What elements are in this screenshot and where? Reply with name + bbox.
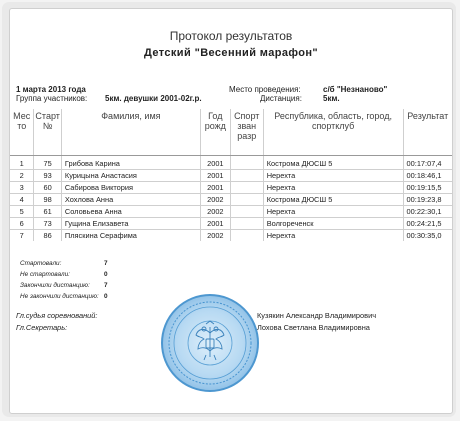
table-row [10, 182, 452, 194]
column-header-result: Результат [403, 109, 452, 156]
event-date: 1 марта 2013 года [16, 85, 86, 94]
place-cell: 5 [10, 206, 34, 218]
stat-not-started [20, 271, 120, 278]
bib-cell: 60 [34, 182, 61, 194]
result-cell: 00:19:23,8 [403, 194, 452, 206]
chief-secretary-name: Лохова Светлана Владимировна [257, 323, 370, 332]
chief-judge-label: Гл.судья соревнований: [16, 311, 98, 320]
group-value: 5км. девушки 2001-02г.р. [105, 94, 202, 103]
table-header-row [10, 109, 452, 156]
chief-secretary-label: Гл.Секретарь: [16, 323, 68, 332]
result-cell: 00:19:15,5 [403, 182, 452, 194]
place-cell: 3 [10, 182, 34, 194]
rank-cell [230, 194, 263, 206]
birth-year-cell: 2002 [200, 230, 230, 242]
column-header-name: Фамилия, имя [61, 109, 200, 156]
place-cell: 1 [19, 159, 24, 168]
bib-cell: 61 [34, 206, 61, 218]
table-row [10, 230, 452, 242]
stat-value: 0 [104, 271, 108, 278]
rank-cell [230, 218, 263, 230]
distance-label: Дистанция: [260, 94, 302, 103]
bib-cell: 73 [34, 218, 61, 230]
column-header-place: Мес то [10, 109, 34, 156]
rank-cell [230, 230, 263, 242]
distance-value: 5км. [323, 94, 340, 103]
club-cell: Волгореченск [263, 218, 403, 230]
column-header-bib: Старт № [34, 109, 61, 156]
club-cell: Нерехта [263, 206, 403, 218]
stat-finished [20, 282, 120, 289]
place-cell: 6 [10, 218, 34, 230]
stat-started [20, 260, 120, 267]
birth-year-cell: 2001 [200, 218, 230, 230]
name-cell: Грибова Карина [61, 156, 200, 170]
results-table [10, 109, 452, 241]
name-cell: Гущина Елизавета [61, 218, 200, 230]
results-protocol-page [9, 8, 453, 414]
column-header-rank: Спорт зван разр [230, 109, 263, 156]
place-cell: 7 [10, 230, 34, 242]
result-cell: 00:22:30,1 [403, 206, 452, 218]
stat-value: 0 [104, 293, 108, 300]
result-cell: 00:17:07,4 [403, 156, 452, 170]
stat-label: Стартовали: [20, 260, 62, 267]
stat-label: Закончили дистанцию: [20, 282, 90, 289]
column-header-birth-year: Год рожд [200, 109, 230, 156]
club-cell: Нерехта [263, 230, 403, 242]
birth-year-cell: 2001 [200, 170, 230, 182]
name-cell: Пляскина Серафима [61, 230, 200, 242]
place-cell: 4 [10, 194, 34, 206]
document-title: Протокол результатов [169, 29, 293, 43]
table-row [10, 218, 452, 230]
rank-cell [230, 206, 263, 218]
club-cell: Кострома ДЮСШ 5 [263, 156, 403, 170]
club-cell: Нерехта [263, 182, 403, 194]
name-cell: Сабирова Виктория [61, 182, 200, 194]
chief-judge-name: Кузякин Александр Владимирович [257, 311, 377, 320]
stat-label: Не стартовали: [20, 271, 70, 278]
table-row [10, 194, 452, 206]
rank-cell [230, 182, 263, 194]
result-cell: 00:24:21,5 [403, 218, 452, 230]
rank-cell [230, 170, 263, 182]
club-cell: Нерехта [263, 170, 403, 182]
table-row [10, 206, 452, 218]
table-row [10, 156, 452, 170]
official-seal-stamp [160, 293, 260, 393]
bib-cell: 93 [34, 170, 61, 182]
place-value: с/б "Незнаново" [323, 85, 388, 94]
stat-label: Не закончили дистанцию: [20, 293, 99, 300]
stat-value: 7 [104, 282, 108, 289]
birth-year-cell: 2002 [200, 206, 230, 218]
group-label: Группа участников: [16, 94, 88, 103]
place-cell: 2 [10, 170, 34, 182]
rank-cell [230, 156, 263, 170]
club-cell: Кострома ДЮСШ 5 [263, 194, 403, 206]
name-cell: Соловьева Анна [61, 206, 200, 218]
document-frame [2, 2, 456, 417]
birth-year-cell: 2002 [200, 194, 230, 206]
result-cell: 00:18:46,1 [403, 170, 452, 182]
name-cell: Хохлова Анна [61, 194, 200, 206]
bib-cell: 75 [34, 156, 61, 170]
column-header-region-club: Республика, область, город, спортклуб [263, 109, 403, 156]
stat-not-finished [20, 293, 120, 300]
bib-cell: 98 [34, 194, 61, 206]
stat-value: 7 [104, 260, 108, 267]
place-label: Место проведения: [229, 85, 301, 94]
event-name: Детский "Весенний марафон" [143, 47, 319, 59]
name-cell: Курицына Анастасия [61, 170, 200, 182]
birth-year-cell: 2001 [200, 182, 230, 194]
result-cell: 00:30:35,0 [403, 230, 452, 242]
birth-year-cell: 2001 [200, 156, 230, 170]
table-row [10, 170, 452, 182]
bib-cell: 86 [34, 230, 61, 242]
